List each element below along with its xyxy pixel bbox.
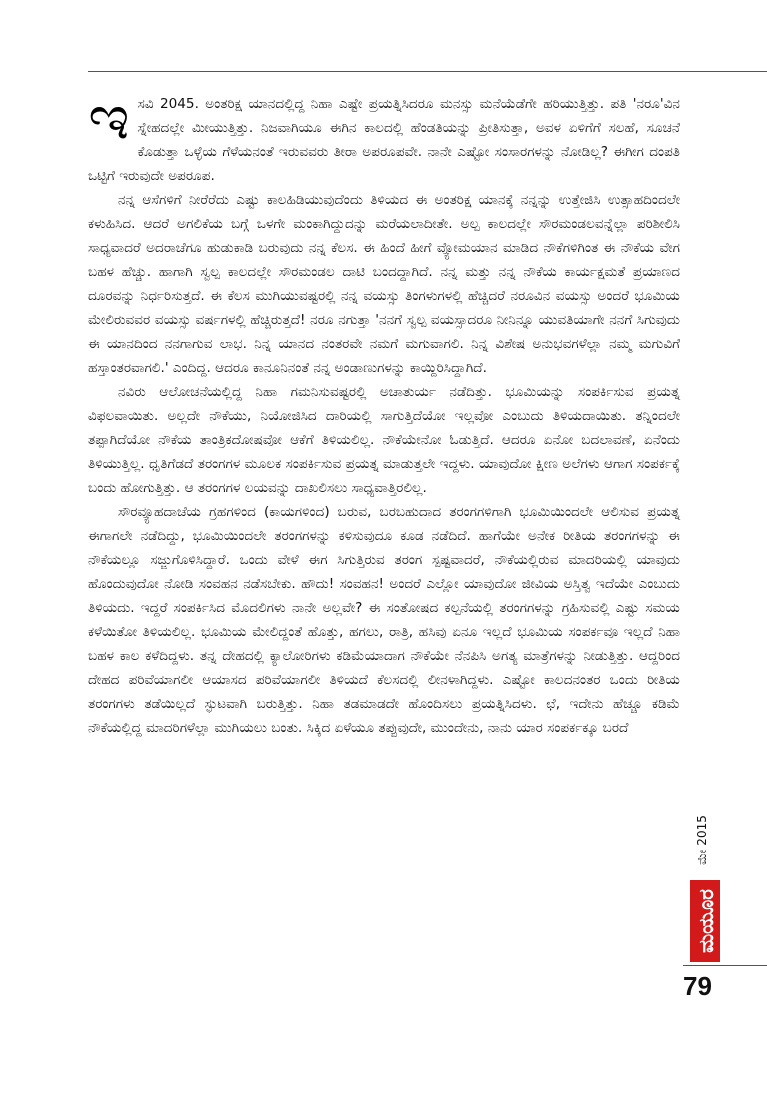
paragraph-1 [88, 81, 680, 188]
page-number: 79 [683, 971, 712, 1001]
top-rule [88, 71, 767, 72]
drop-cap: ಇ [88, 81, 130, 155]
paragraph-3: ನವಿರು ಆಲೋಚನೆಯಲ್ಲಿದ್ದ ನಿಹಾ ಗಮನಿಸುವಷ್ಟರಲ್ಲಿ ಅಚಾತುರ್ಯ ನಡೆದಿತ್ತು. ಭೂಮಿಯನ್ನು ಸಂಪರ್ಕಿಸುವ ಪ್ರಯತ್ನ ವಿಫಲವಾಯಿತು. ಅಲ್ಲದೇ ನೌಕೆಯು, ನಿಯೋಜಿಸಿದ ದಾರಿಯಲ್ಲಿ ಸಾಗುತ್ತಿದೆಯೋ ಇಲ್ಲವೋ ಎಂಬುದು ತಿಳಿಯದಾಯಿತು. ತನ್ನಿಂದಲೇ ತಪ್ಪಾಗಿದೆಯೋ ನೌಕೆಯ ತಾಂತ್ರಿಕದೋಷವೋ ಆಕೆಗೆ ತಿಳಿಯಲಿಲ್ಲ. ನೌಕೆಯೇನೋ ಓಡುತ್ತಿದೆ. ಆದರೂ ಏನೋ ಬದಲಾವಣೆ, ಏನೆಂದು ತಿಳಿಯುತ್ತಿಲ್ಲ. ಧೃತಿಗೆಡದೆ ತರಂಗಗಳ ಮೂಲಕ ಸಂಪರ್ಕಿಸುವ ಪ್ರಯತ್ನ ಮಾಡುತ್ತಲೇ ಇದ್ದಳು. ಯಾವುದೋ ಕ್ಷೀಣ ಅಲೆಗಳು ಆಗಾಗ ಸಂಪರ್ಕಕ್ಕೆ ಬಂದು ಹೋಗುತ್ತಿತ್ತು. ಆ ತರಂಗಗಳ ಲಯವನ್ನು ದಾಖಲಿಸಲು ಸಾಧ್ಯವಾತ್ತಿರಲಿಲ್ಲ. [88, 384, 680, 496]
paragraph-1-text: ಸವಿ 2045. ಅಂತರಿಕ್ಷ ಯಾನದಲ್ಲಿದ್ದ ನಿಹಾ ಎಷ್ಟೇ ಪ್ರಯತ್ನಿಸಿದರೂ ಮನಸ್ಸು ಮನೆಯೆಡೆಗೇ ಹರಿಯುತ್ತಿತ್ತು. ಪತಿ 'ನರೂ'ವಿನ ಸ್ನೇಹದಲ್ಲೇ ಮೀಯುತ್ತಿತ್ತು. ನಿಜವಾಗಿಯೂ ಈಗಿನ ಕಾಲದಲ್ಲಿ ಹೆಂಡತಿಯನ್ನು ಪ್ರೀತಿಸುತ್ತಾ, ಅವಳ ಏಳಿಗೆಗೆ ಸಲಹೆ, ಸೂಚನೆ ಕೊಡುತ್ತಾ ಒಳ್ಳೆಯ ಗೆಳೆಯನಂತೆ ಇರುವವರು ತೀರಾ ಅಪರೂಪವೇ. ನಾನೇ ಎಷ್ಟೋ ಸಂಸಾರಗಳನ್ನು ನೋಡಿಲ್ಲ? ಈಗೀಗ ದಂಪತಿ ಒಟ್ಟಿಗೆ ಇರುವುದೇ ಅಪರೂಪ. [88, 96, 680, 184]
paragraph-2: ನನ್ನ ಆಸೆಗಳಿಗೆ ನೀರೆರೆದು ಎಷ್ಟು ಕಾಲಹಿಡಿಯುವುದೆಂದು ತಿಳಿಯದ ಈ ಅಂತರಿಕ್ಷ ಯಾನಕ್ಕೆ ನನ್ನನ್ನು ಉತ್ತೇಜಿಸಿ ಉತ್ಸಾಹದಿಂದಲೇ ಕಳುಹಿಸಿದ. ಆದರೆ ಅಗಲಿಕೆಯ ಬಗ್ಗೆ ಒಳಗೇ ಮಂಕಾಗಿದ್ದುದನ್ನು ಮರೆಯಲಾದೀತೇ. ಅಲ್ಪ ಕಾಲದಲ್ಲೇ ಸೌರಮಂಡಲವನ್ನೆಲ್ಲಾ ಪರಿಶೀಲಿಸಿ ಸಾಧ್ಯವಾದರೆ ಅದರಾಚೆಗೂ ಹುಡುಕಾಡಿ ಬರುವುದು ನನ್ನ ಕೆಲಸ. ಈ ಹಿಂದೆ ಹೀಗೆ ವ್ಯೋಮಯಾನ ಮಾಡಿದ ನೌಕೆಗಳಿಗಿಂತ ಈ ನೌಕೆಯ ವೇಗ ಬಹಳ ಹೆಚ್ಚು. ಹಾಗಾಗಿ ಸ್ವಲ್ಪ ಕಾಲದಲ್ಲೇ ಸೌರಮಂಡಲ ದಾಟಿ ಬಂದದ್ದಾಗಿದೆ. ನನ್ನ ಮತ್ತು ನನ್ನ ನೌಕೆಯ ಕಾರ್ಯಕ್ಷಮತೆ ಪ್ರಯಾಣದ ದೂರವನ್ನು ನಿರ್ಧರಿಸುತ್ತದೆ. ಈ ಕೆಲಸ ಮುಗಿಯುವಷ್ಟರಲ್ಲಿ ನನ್ನ ವಯಸ್ಸು ತಿಂಗಳುಗಳಲ್ಲಿ ಹೆಚ್ಚಿದರೆ ನರೂವಿನ ವಯಸ್ಸು ಅಂದರೆ ಭೂಮಿಯ ಮೇಲಿರುವವರ ವಯಸ್ಸು ವರ್ಷಗಳಲ್ಲಿ ಹೆಚ್ಚಿರುತ್ತದೆ! ನರೂ ನಗುತ್ತಾ 'ನನಗೆ ಸ್ವಲ್ಪ ವಯಸ್ಸಾದರೂ ನೀನಿನ್ನೂ ಯುವತಿಯಾಗೇ ನನಗೆ ಸಿಗುವುದು ಈ ಯಾನದಿಂದ ನನಗಾಗುವ ಲಾಭ. ನಿನ್ನ ಯಾನದ ನಂತರವೇ ನಮಗೆ ಮಗುವಾಗಲಿ. ನಿನ್ನ ವಿಶೇಷ ಅನುಭವಗಳೆಲ್ಲಾ ನಮ್ಮ ಮಗುವಿಗೆ ಹಸ್ತಾಂತರವಾಗಲಿ.' ಎಂದಿದ್ದ. ಆದರೂ ಕಾನೂನಿನಂತೆ ನನ್ನ ಅಂಡಾಣುಗಳನ್ನು ಕಾಯ್ದಿರಿಸಿದ್ದಾಗಿದೆ. [88, 192, 680, 376]
article-body [88, 81, 680, 740]
magazine-brand: ಮಯೂರ [694, 889, 718, 953]
issue-date: ಮೇ 2015 [695, 815, 709, 865]
paragraph-4: ಸೌರವ್ಯೂಹದಾಚೆಯ ಗ್ರಹಗಳಿಂದ (ಕಾಯಗಳಿಂದ) ಬರುವ, ಬರಬಹುದಾದ ತರಂಗಗಳಿಗಾಗಿ ಭೂಮಿಯಿಂದಲೇ ಆಲಿಸುವ ಪ್ರಯತ್ನ ಈಗಾಗಲೇ ನಡೆದಿದ್ದು, ಭೂಮಿಯಿಂದಲೇ ತರಂಗಗಳನ್ನು ಕಳಿಸುವುದೂ ಕೂಡ ನಡೆದಿದೆ. ಹಾಗೆಯೇ ಅನೇಕ ರೀತಿಯ ತರಂಗಗಳನ್ನು ಈ ನೌಕೆಯಲ್ಲೂ ಸಜ್ಜುಗೊಳಿಸಿದ್ದಾರೆ. ಒಂದು ವೇಳೆ ಈಗ ಸಿಗುತ್ತಿರುವ ತರಂಗ ಸ್ಪಷ್ಟವಾದರೆ, ನೌಕೆಯಲ್ಲಿರುವ ಮಾದರಿಯಲ್ಲಿ ಯಾವುದು ಹೊಂದುವುದೋ ನೋಡಿ ಸಂವಹನ ನಡೆಸಬೇಕು. ಹೌದು! ಸಂವಹನ! ಅಂದರೆ ಎಲ್ಲೋ ಯಾವುದೋ ಜೀವಿಯ ಅಸ್ತಿತ್ವ ಇದೆಯೇ ಎಂಬುದು ತಿಳಿಯದು. ಇದ್ದರೆ ಸಂಪರ್ಕಿಸಿದ ಮೊದಲಿಗಳು ನಾನೇ ಅಲ್ಲವೇ? ಈ ಸಂತೋಷದ ಕಲ್ಪನೆಯಲ್ಲಿ ತರಂಗಗಳನ್ನು ಗ್ರಹಿಸುವಲ್ಲಿ ಎಷ್ಟು ಸಮಯ ಕಳೆಯಿತೋ ತಿಳಿಯಲಿಲ್ಲ. ಭೂಮಿಯ ಮೇಲಿದ್ದಂತೆ ಹೊತ್ತು, ಹಗಲು, ರಾತ್ರಿ, ಹಸಿವು ಏನೂ ಇಲ್ಲದೆ ಭೂಮಿಯ ಸಂಪರ್ಕವೂ ಇಲ್ಲದೆ ನಿಹಾ ಬಹಳ ಕಾಲ ಕಳೆದಿದ್ದಳು. ತನ್ನ ದೇಹದಲ್ಲಿ ಕ್ಯಾಲೋರಿಗಳು ಕಡಿಮೆಯಾದಾಗ ನೌಕೆಯೇ ನೆನಪಿಸಿ ಅಗತ್ಯ ಮಾತ್ರೆಗಳನ್ನು ನೀಡುತ್ತಿತ್ತು. ಆದ್ದರಿಂದ ದೇಹದ ಪರಿವೆಯಾಗಲೀ ಆಯಾಸದ ಪರಿವೆಯಾಗಲೀ ತಿಳಿಯದೆ ಕೆಲಸದಲ್ಲಿ ಲೀನಳಾಗಿದ್ದಳು. ಎಷ್ಟೋ ಕಾಲದನಂತರ ಒಂದು ರೀತಿಯ ತರಂಗಗಳು ತಡೆಯಿಲ್ಲದೆ ಸ್ಫುಟವಾಗಿ ಬರುತ್ತಿತ್ತು. ನಿಹಾ ತಡಮಾಡದೇ ಹೊಂದಿಸಲು ಪ್ರಯತ್ನಿಸಿದಳು. ಛೆ, ಇದೇನು ಹೆಚ್ಚೂ ಕಡಿಮೆ ನೌಕೆಯಲ್ಲಿದ್ದ ಮಾದರಿಗಳೆಲ್ಲಾ ಮುಗಿಯಲು ಬಂತು. ಸಿಕ್ಕಿದ ಏಳೆಯೂ ತಪ್ಪುವುದೇ, ಮುಂದೇನು, ನಾನು ಯಾರ ಸಂಪರ್ಕಕ್ಕೂ ಬರದೆ [88, 504, 680, 736]
page-number-rule [683, 965, 767, 966]
